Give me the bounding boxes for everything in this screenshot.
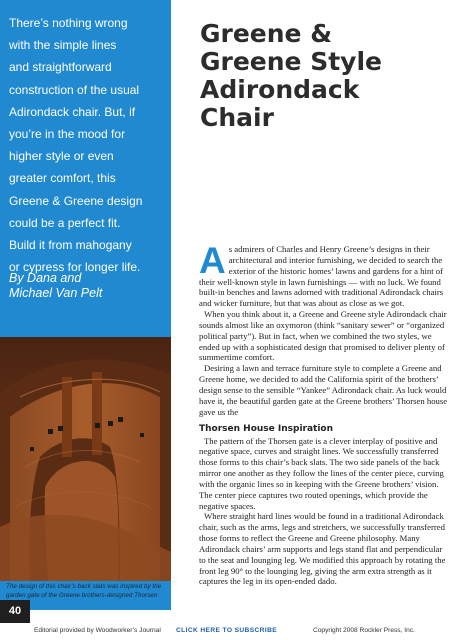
paragraph-text: s admirers of Charles and Henry Greene’s designs in their architectural and interior furnishing, we decided to search the exterior of the historic homes’ lawns and gardens for a hint of their well-known style in lawn furnishings — with no luck. We found built-in benches and lawns adorned with traditional Adirondack chairs and wicker furniture, but that was about as close as we got. <box>199 244 444 309</box>
footer-credit: Editorial provided by Woodworker’s Journal <box>34 627 161 634</box>
intro-line: you’re in the mood for <box>9 127 126 142</box>
intro-line: Adirondack chair. But, if <box>9 104 136 119</box>
title-line: Chair <box>200 103 274 132</box>
intro-line: Greene & Greene design <box>9 193 143 208</box>
footer-copyright: Copyright 2008 Rockler Press, Inc. <box>313 627 415 634</box>
chair-back-photo <box>0 337 171 581</box>
article-body <box>199 240 449 587</box>
intro-text <box>9 12 169 278</box>
intro-line: construction of the usual <box>9 82 140 97</box>
body-paragraph <box>199 240 449 309</box>
photo-caption: The design of this chair’s back slats was inspired by the garden gate of the Greene brothers-designed Thorsen <box>6 583 162 599</box>
page-number: 40 <box>0 600 30 623</box>
intro-line: could be a perfect fit. <box>9 215 121 230</box>
intro-line: There’s nothing wrong <box>9 16 128 30</box>
chair-back-illustration <box>0 337 171 581</box>
title-line: Greene Style <box>200 47 382 76</box>
intro-line: with the simple lines <box>9 38 117 53</box>
subscribe-link[interactable]: CLICK HERE TO SUBSCRIBE <box>176 627 278 634</box>
intro-line: higher style or even <box>9 149 114 164</box>
article-title <box>200 20 450 132</box>
body-paragraph: When you think about it, a Greene and Greene style Adirondack chair sounds almost like an oxymoron (think “sanitary sewer” or “organized political party”). But in fact, when we combined the two styles, we ended up with a sophisticated design that promised to deliver plenty of summertime comfort. <box>199 309 447 363</box>
body-paragraph: The pattern of the Thorsen gate is a clever interplay of positive and negative space, curves and straight lines. We successfully transferred those forms to this chair’s back slats. The two side panels of the back mirror one another as they follow the lines of the center piece, curving with the organic lines so in keeping with the Greene brothers’ vision. The center piece captures two routed openings, which provide the negative spaces. <box>199 435 444 511</box>
body-paragraph: Desiring a lawn and terrace furniture style to complete a Greene and Greene home, we decided to add the California spirit of the brothers’ design sense to the sensible “Yankee” Adirondack chair. As luck would have it, the beautiful garden gate at the Greene brothers’ Thorsen house gave us the <box>199 363 448 417</box>
byline <box>9 271 159 301</box>
title-line: Adirondack <box>200 75 360 104</box>
byline-line: By Dana and <box>9 271 82 285</box>
intro-line: greater comfort, this <box>9 171 116 186</box>
section-subhead: Thorsen House Inspiration <box>199 423 334 434</box>
intro-line: and straightforward <box>9 60 112 75</box>
byline-line: Michael Van Pelt <box>9 286 103 300</box>
title-line: Greene & <box>200 19 333 48</box>
drop-cap: A <box>199 240 226 281</box>
page-footer <box>0 622 458 640</box>
intro-line: Build it from mahogany <box>9 238 132 253</box>
body-paragraph: Where straight hard lines would be found in a traditional Adirondack chair, such as the arms, legs and stretchers, we successfully transferred those forms to reflect the Greene and Greene philosophy. Many Adirondack chairs’ arm supports and legs stand flat and perpendicular to the seat and lounging leg. We modified this approach by rotating the front leg 90° to the lounging leg, giving the arm extra strength as it captures the leg in its open-ended dado. <box>199 511 446 587</box>
intro-line: or cypress for longer life. <box>9 260 141 275</box>
